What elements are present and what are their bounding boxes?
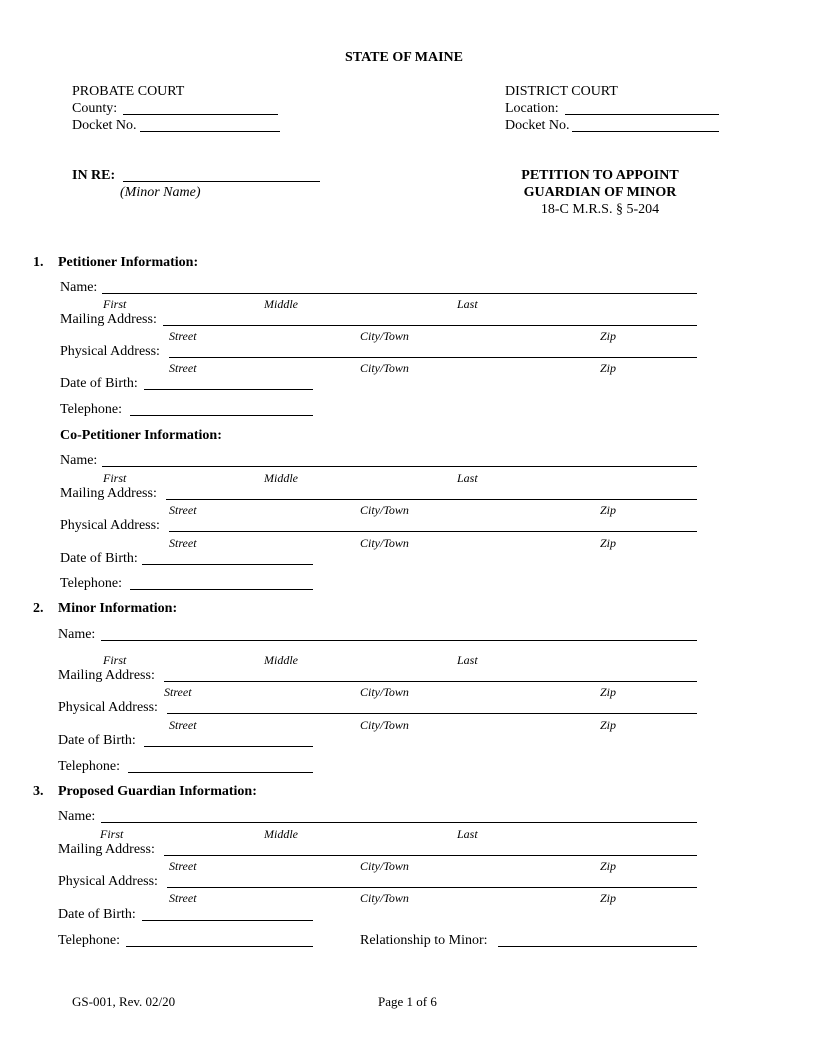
in-re-label: IN RE: [72,168,116,183]
location-field[interactable] [565,114,719,115]
zip-caption: Zip [600,536,617,550]
dob-label: Date of Birth: [60,376,138,391]
co-petitioner-name-field[interactable] [102,466,697,467]
minor-dob-field[interactable] [144,746,313,747]
street-caption: Street [169,718,197,732]
name-label: Name: [60,280,98,295]
docket-field-left[interactable] [140,131,280,132]
minor-physical-field[interactable] [167,713,697,714]
relationship-label: Relationship to Minor: [360,933,488,948]
last-caption: Last [457,297,478,311]
mailing-address-label: Mailing Address: [58,668,155,683]
location-label: Location: [505,101,559,116]
guardian-telephone-field[interactable] [126,946,313,947]
dob-label: Date of Birth: [58,733,136,748]
street-caption: Street [169,503,197,517]
petitioner-telephone-field[interactable] [130,415,313,416]
minor-name-full-field[interactable] [101,640,697,641]
county-field[interactable] [123,114,278,115]
physical-address-label: Physical Address: [58,874,158,889]
mailing-address-label: Mailing Address: [58,842,155,857]
telephone-label: Telephone: [58,933,120,948]
guardian-relationship-field[interactable] [498,946,697,947]
zip-caption: Zip [600,718,617,732]
street-caption: Street [169,536,197,550]
first-caption: First [103,653,127,667]
city-caption: City/Town [360,503,409,517]
form-title-line1: PETITION TO APPOINT [521,168,679,183]
minor-name-field[interactable] [123,181,320,182]
minor-telephone-field[interactable] [128,772,313,773]
zip-caption: Zip [600,503,617,517]
city-caption: City/Town [360,536,409,550]
last-caption: Last [457,827,478,841]
physical-address-label: Physical Address: [60,518,160,533]
zip-caption: Zip [600,329,617,343]
section-1-title: Petitioner Information: [58,255,199,270]
section-2-title: Minor Information: [58,601,178,616]
co-petitioner-telephone-field[interactable] [130,589,313,590]
petitioner-mailing-field[interactable] [163,325,697,326]
city-caption: City/Town [360,329,409,343]
middle-caption: Middle [264,297,298,311]
district-court-heading: DISTRICT COURT [505,84,618,99]
city-caption: City/Town [360,718,409,732]
mailing-address-label: Mailing Address: [60,312,157,327]
state-title: STATE OF MAINE [345,50,463,65]
guardian-physical-field[interactable] [167,887,697,888]
probate-court-heading: PROBATE COURT [72,84,185,99]
guardian-name-field[interactable] [101,822,697,823]
section-3-number: 3. [33,784,44,799]
form-title-line2: GUARDIAN OF MINOR [523,185,677,200]
docket-label-right: Docket No. [505,118,570,133]
street-caption: Street [169,891,197,905]
last-caption: Last [457,653,478,667]
telephone-label: Telephone: [60,576,122,591]
co-petitioner-mailing-field[interactable] [166,499,697,500]
first-caption: First [100,827,124,841]
name-label: Name: [58,809,96,824]
section-1-number: 1. [33,255,44,270]
city-caption: City/Town [360,859,409,873]
physical-address-label: Physical Address: [60,344,160,359]
petitioner-dob-field[interactable] [144,389,313,390]
docket-label-left: Docket No. [72,118,137,133]
co-petitioner-physical-field[interactable] [169,531,697,532]
first-caption: First [103,297,127,311]
street-caption: Street [169,329,197,343]
petitioner-physical-field[interactable] [169,357,697,358]
street-caption: Street [164,685,192,699]
page-number: Page 1 of 6 [378,994,437,1009]
petitioner-name-field[interactable] [102,293,697,294]
docket-field-right[interactable] [572,131,719,132]
telephone-label: Telephone: [58,759,120,774]
city-caption: City/Town [360,685,409,699]
co-petitioner-dob-field[interactable] [142,564,313,565]
middle-caption: Middle [264,471,298,485]
form-id: GS-001, Rev. 02/20 [72,994,176,1009]
street-caption: Street [169,859,197,873]
guardian-dob-field[interactable] [142,920,313,921]
county-label: County: [72,101,118,116]
minor-mailing-field[interactable] [164,681,697,682]
physical-address-label: Physical Address: [58,700,158,715]
co-petitioner-title: Co-Petitioner Information: [60,428,222,443]
name-label: Name: [60,453,98,468]
middle-caption: Middle [264,827,298,841]
zip-caption: Zip [600,361,617,375]
last-caption: Last [457,471,478,485]
city-caption: City/Town [360,891,409,905]
middle-caption: Middle [264,653,298,667]
dob-label: Date of Birth: [58,907,136,922]
statute-citation: 18-C M.R.S. § 5-204 [540,202,660,217]
city-caption: City/Town [360,361,409,375]
minor-name-caption: (Minor Name) [120,185,201,200]
section-2-number: 2. [33,601,44,616]
mailing-address-label: Mailing Address: [60,486,157,501]
zip-caption: Zip [600,891,617,905]
name-label: Name: [58,627,96,642]
first-caption: First [103,471,127,485]
telephone-label: Telephone: [60,402,122,417]
section-3-title: Proposed Guardian Information: [58,784,257,799]
street-caption: Street [169,361,197,375]
zip-caption: Zip [600,685,617,699]
zip-caption: Zip [600,859,617,873]
dob-label: Date of Birth: [60,551,138,566]
guardian-mailing-field[interactable] [164,855,697,856]
